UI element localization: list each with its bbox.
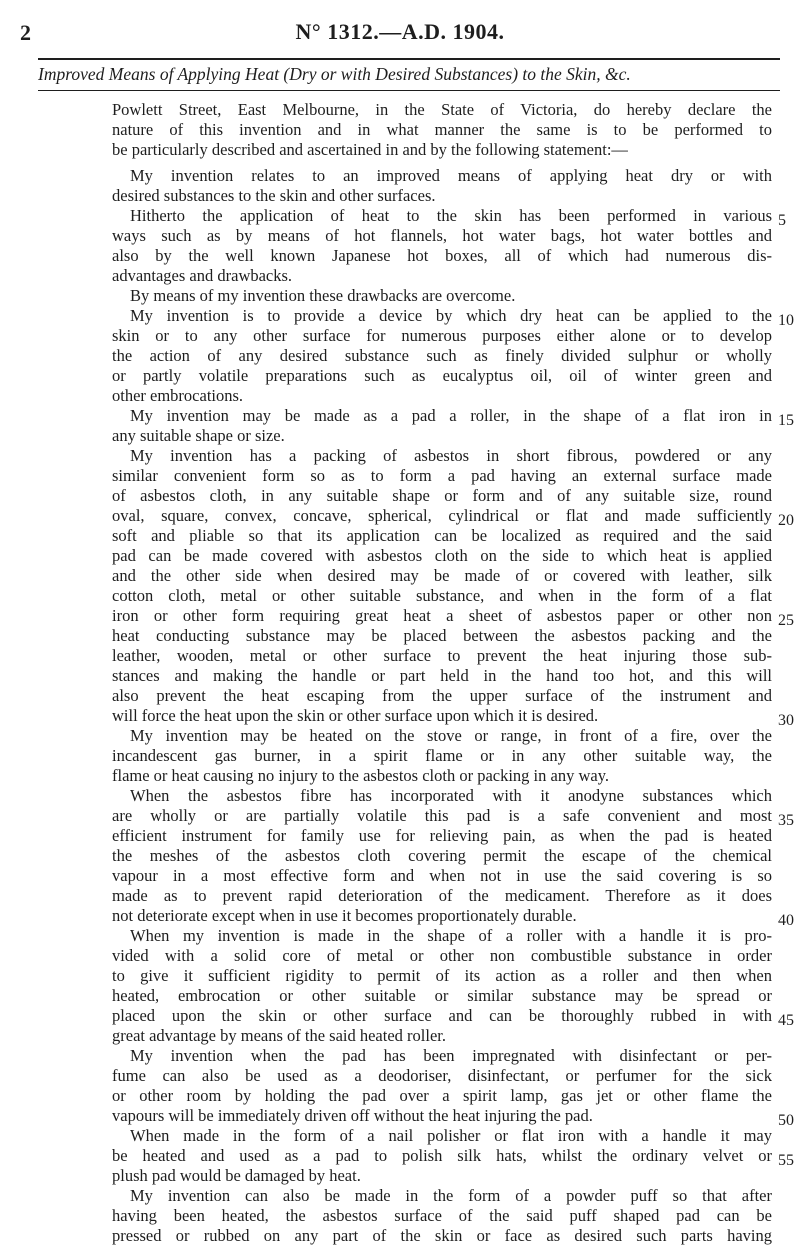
line-number: 5	[778, 212, 786, 229]
line-number: 45	[778, 1012, 794, 1029]
line-number: 20	[778, 512, 794, 529]
text-line: pad can be made covered with asbestos cloth on the side to which heat is applied	[112, 546, 772, 565]
text-line: vided with a solid core of metal or other non combustible substance in order	[112, 946, 772, 965]
line-number: 40	[778, 912, 794, 929]
text-line: My invention can also be made in the form of a powder puff so that after	[130, 1186, 772, 1205]
text-line: When my invention is made in the shape of a roller with a handle it is pro-	[130, 926, 772, 945]
text-line: By means of my invention these drawbacks are overcome.	[130, 286, 516, 305]
text-line: oval, square, convex, concave, spherical, cylindrical or flat and made sufficiently	[112, 506, 772, 525]
line-number: 15	[778, 412, 794, 429]
text-line: also prevent the heat escaping from the upper surface of the instrument and	[112, 686, 772, 705]
text-line: leather, wooden, metal or other surface to prevent the heat injuring those sub-	[112, 646, 772, 665]
text-line: be particularly described and ascertained in and by the following statement:—	[112, 140, 628, 159]
header-rule	[38, 58, 780, 60]
patent-number-header: N° 1312.—A.D. 1904.	[295, 19, 505, 44]
text-line: placed upon the skin or other surface and can be thoroughly rubbed in with	[112, 1006, 772, 1025]
text-line: great advantage by means of the said heated roller.	[112, 1026, 446, 1045]
text-line: When the asbestos fibre has incorporated with it anodyne substances which	[130, 786, 772, 805]
text-line: having been heated, the asbestos surface of the said puff shaped pad can be	[112, 1206, 772, 1225]
line-number: 35	[778, 812, 794, 829]
text-line: soft and pliable so that its application can be localized as required and the said	[112, 526, 772, 545]
running-title: Improved Means of Applying Heat (Dry or with Desired Substances) to the Skin, &c.	[38, 64, 631, 84]
text-line: will force the heat upon the skin or other surface upon which it is desired.	[112, 706, 599, 725]
text-line: not deteriorate except when in use it becomes proportionately durable.	[112, 906, 577, 925]
text-line: incandescent gas burner, in a spirit flame or in any other suitable way, the	[112, 746, 772, 765]
text-line: the action of any desired substance such as finely divided sulphur or wholly	[112, 346, 772, 365]
line-number: 30	[778, 712, 794, 729]
text-line: desired substances to the skin and other surfaces.	[112, 186, 436, 205]
text-line: My invention may be made as a pad a roller, in the shape of a flat iron in	[130, 406, 772, 425]
page-number: 2	[20, 20, 31, 45]
text-line: to give it sufficient rigidity to permit of its action as a roller and then when	[112, 966, 772, 985]
text-line: or partly volatile preparations such as eucalyptus oil, oil of winter green and	[112, 366, 772, 385]
specification-paragraphs	[112, 166, 772, 1246]
intro-paragraph	[112, 100, 772, 160]
text-line: efficient instrument for family use for relieving pain, as when the pad is heated	[112, 826, 772, 845]
text-line: also by the well known Japanese hot boxes, all of which had numerous dis-	[112, 246, 772, 265]
line-number: 50	[778, 1112, 794, 1129]
text-line: My invention may be heated on the stove or range, in front of a fire, over the	[130, 726, 772, 745]
text-line: heat conducting substance may be placed between the asbestos packing and the	[112, 626, 772, 645]
text-line: similar convenient form so as to form a pad having an external surface made	[112, 466, 772, 485]
text-line: other embrocations.	[112, 386, 244, 405]
text-line: pressed or rubbed on any part of the skin or face as desired such parts having	[112, 1226, 772, 1245]
text-line: ways such as by means of hot flannels, hot water bags, hot water bottles and	[112, 226, 772, 245]
text-line: My invention has a packing of asbestos in short fibrous, powdered or any	[130, 446, 772, 465]
text-line: made as to prevent rapid deterioration of the medicament. Therefore as it does	[112, 886, 772, 905]
text-line: or other room by holding the pad over a spirit lamp, gas jet or other flame the	[112, 1086, 772, 1105]
line-number: 10	[778, 312, 794, 329]
text-line: plush pad would be damaged by heat.	[112, 1166, 361, 1185]
text-line: cotton cloth, metal or other suitable substance, and when in the form of a flat	[112, 586, 772, 605]
text-line: skin or to any other surface for numerous purposes either alone or to develop	[112, 326, 772, 345]
text-line: stances and making the handle or part held in the hand too hot, and this will	[112, 666, 772, 685]
text-line: My invention when the pad has been impregnated with disinfectant or per-	[130, 1046, 772, 1065]
title-rule	[38, 90, 780, 91]
body-text	[112, 100, 772, 1246]
text-line: are wholly or are partially volatile this pad is a safe convenient and most	[112, 806, 772, 825]
text-line: the meshes of the asbestos cloth covering permit the escape of the chemical	[112, 846, 772, 865]
text-line: heated, embrocation or other suitable or similar substance may be spread or	[112, 986, 772, 1005]
text-line: Powlett Street, East Melbourne, in the State of Victoria, do hereby declare the	[112, 100, 772, 119]
text-line: My invention relates to an improved means of applying heat dry or with	[130, 166, 772, 185]
line-number: 55	[778, 1152, 794, 1169]
text-line: and the other side when desired may be made of or covered with leather, silk	[112, 566, 772, 585]
text-line: fume can also be used as a deodoriser, disinfectant, or perfumer for the sick	[112, 1066, 772, 1085]
text-line: vapour in a most effective form and when not in use the said covering is so	[112, 866, 772, 885]
line-number: 25	[778, 612, 794, 629]
text-line: flame or heat causing no injury to the asbestos cloth or packing in any way.	[112, 766, 610, 785]
text-line: Hitherto the application of heat to the skin has been performed in various	[130, 206, 772, 225]
text-line: nature of this invention and in what manner the same is to be performed to	[112, 120, 772, 139]
text-line: iron or other form requiring great heat a sheet of asbestos paper or other non	[112, 606, 772, 625]
text-line: When made in the form of a nail polisher or flat iron with a handle it may	[130, 1126, 772, 1145]
text-line: vapours will be immediately driven off without the heat injuring the pad.	[112, 1106, 593, 1125]
text-line: be heated and used as a pad to polish silk hats, whilst the ordinary velvet or	[112, 1146, 772, 1165]
text-line: advantages and drawbacks.	[112, 266, 293, 285]
text-line: My invention is to provide a device by which dry heat can be applied to the	[130, 306, 772, 325]
text-line: any suitable shape or size.	[112, 426, 285, 445]
text-line: of asbestos cloth, in any suitable shape or form and of any suitable size, round	[112, 486, 772, 505]
